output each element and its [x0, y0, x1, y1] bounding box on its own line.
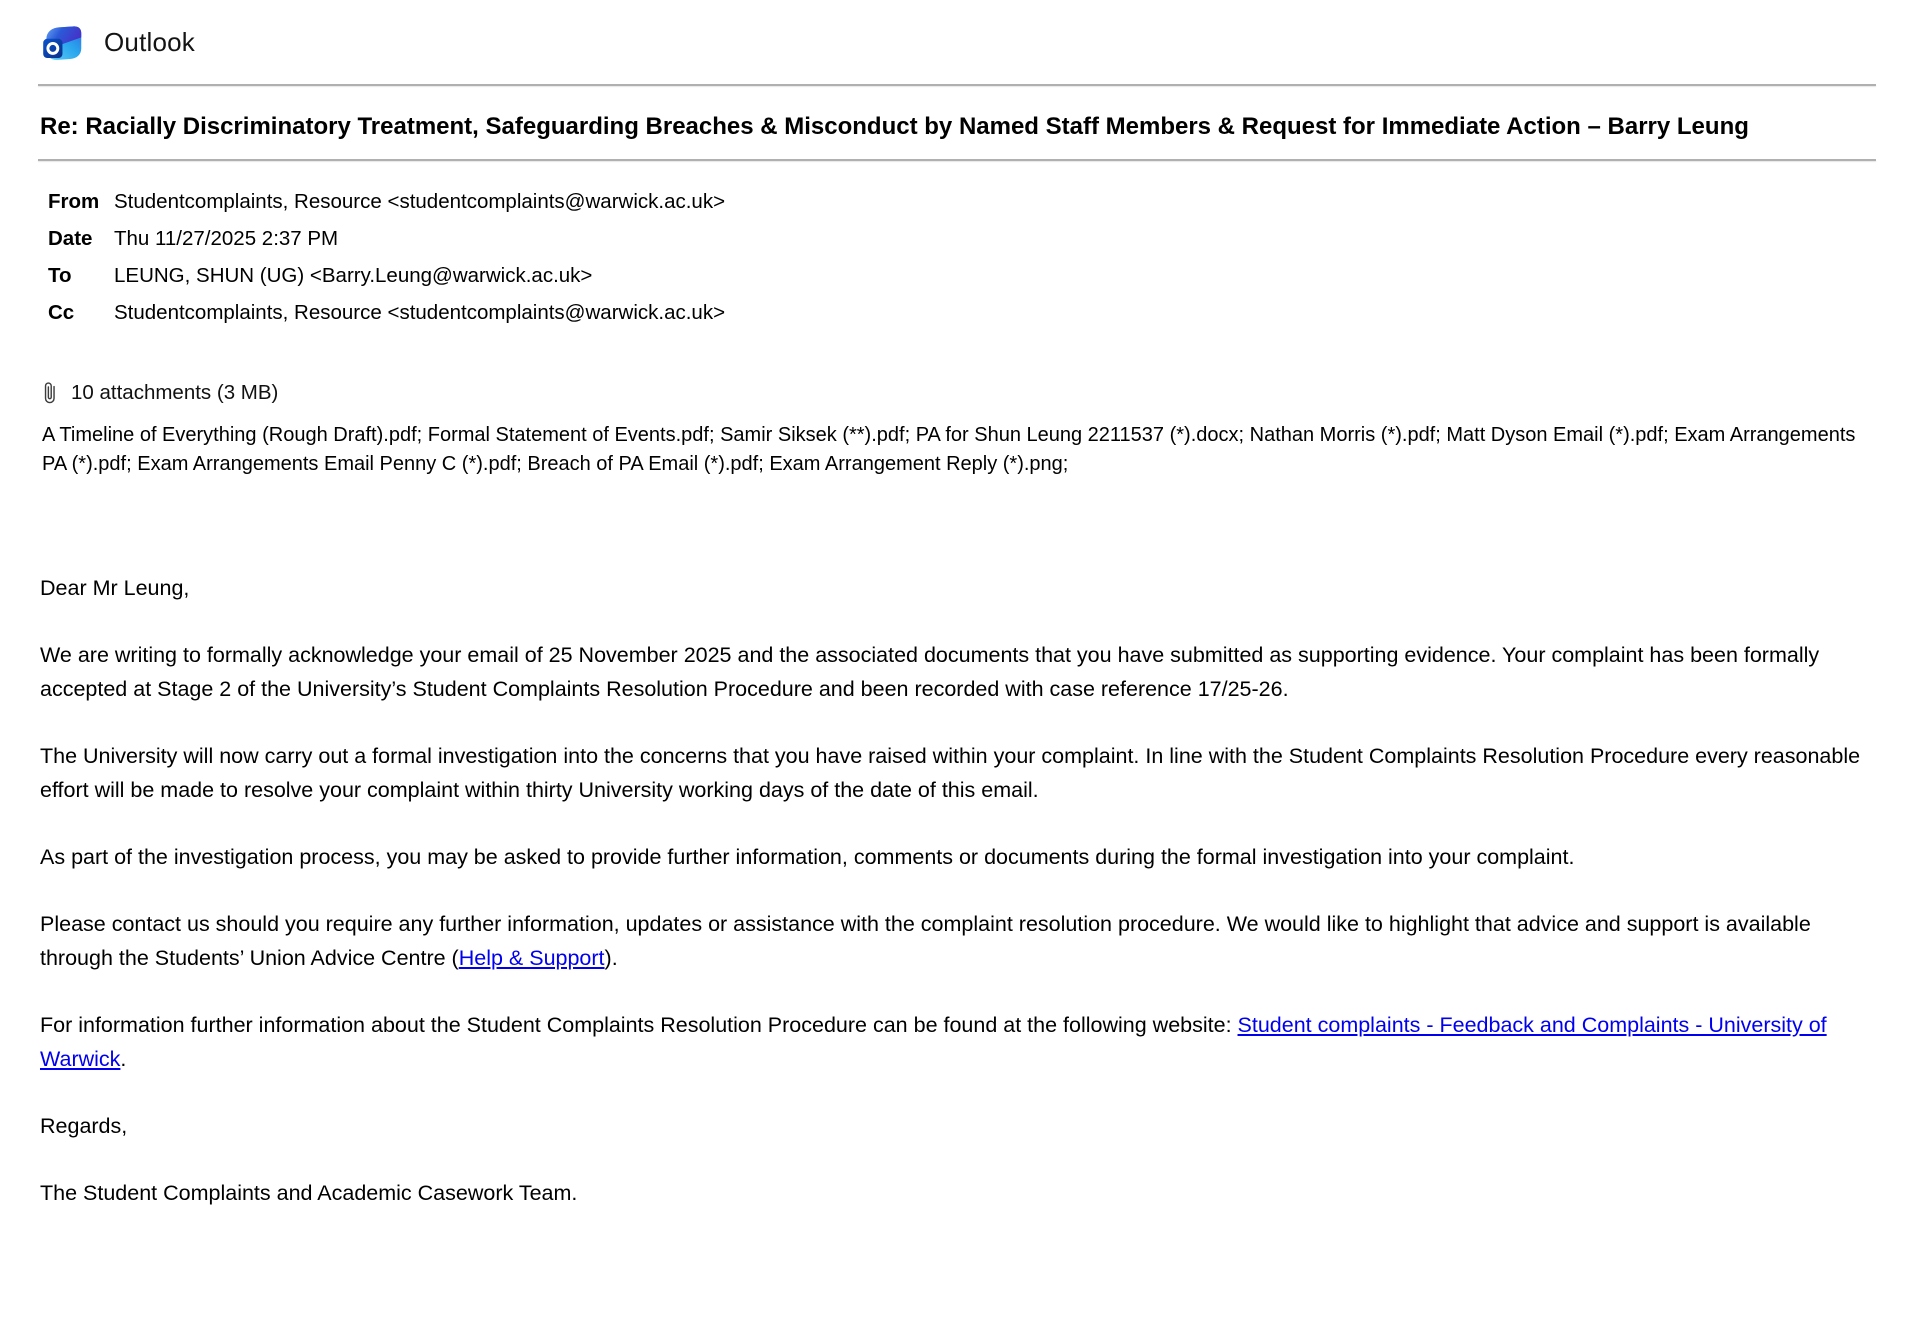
- to-value: LEUNG, SHUN (UG) <Barry.Leung@warwick.ac.uk>: [114, 264, 593, 287]
- paragraph-further-info: As part of the investigation process, you may be asked to provide further information, comments or documents during the formal investigation into your complaint.: [40, 845, 1575, 869]
- date-label: Date: [48, 227, 93, 250]
- meta-row-cc: [48, 294, 1870, 331]
- outlook-logo-icon: [40, 20, 84, 64]
- student-complaints-link[interactable]: Student complaints - Feedback and Complaints - University of Warwick: [40, 1013, 1827, 1071]
- cc-value: Studentcomplaints, Resource <studentcomplaints@warwick.ac.uk>: [114, 301, 726, 324]
- paragraph-investigation: The University will now carry out a formal investigation into the concerns that you have raised within your complaint. In line with the Student Complaints Resolution Procedure every reasonable effort will be made to resolve your complaint within thirty University working days of the date of this email.: [40, 744, 1861, 802]
- from-label: From: [48, 190, 100, 213]
- paragraph-contact: [40, 907, 1870, 975]
- contact-text-pre: Please contact us should you require any further information, updates or assistance with the complaint resolution procedure. We would like to highlight that advice and support is available through the Students’ Union Advice Centre (: [40, 912, 1811, 970]
- greeting: Dear Mr Leung,: [40, 576, 190, 600]
- meta-row-date: [48, 220, 1870, 257]
- regards: Regards,: [40, 1114, 128, 1138]
- app-header: [0, 0, 1926, 84]
- paragraph-acknowledge: We are writing to formally acknowledge your email of 25 November 2025 and the associated documents that you have submitted as supporting evidence. Your complaint has been formally accepted at Stage 2 of the University’s Student Complaints Resolution Procedure and been recorded with case reference 17/25-26.: [40, 643, 1820, 701]
- header-divider: [38, 84, 1876, 86]
- to-label: To: [48, 264, 72, 287]
- website-text-post: .: [120, 1047, 127, 1071]
- website-text-pre: For information further information about the Student Complaints Resolution Procedure can be found at the following website:: [40, 1013, 1238, 1037]
- contact-text-post: ).: [604, 946, 618, 970]
- help-support-link[interactable]: Help & Support: [458, 946, 605, 970]
- meta-row-from: [48, 183, 1870, 220]
- attachments-summary: [42, 379, 1870, 407]
- paragraph-website: [40, 1008, 1870, 1076]
- email-subject: Re: Racially Discriminatory Treatment, Safeguarding Breaches & Misconduct by Named Staff Members & Request for Immediate Action – Barry Leung: [40, 113, 1749, 140]
- meta-row-to: [48, 257, 1870, 294]
- email-body: [40, 571, 1870, 1210]
- attachments-section: [42, 379, 1870, 479]
- date-value: Thu 11/27/2025 2:37 PM: [114, 227, 339, 250]
- cc-label: Cc: [48, 301, 75, 324]
- subject-divider: [38, 159, 1876, 161]
- signature: The Student Complaints and Academic Casework Team.: [40, 1181, 578, 1205]
- attachments-count: 10 attachments (3 MB): [71, 381, 279, 404]
- paperclip-icon: [42, 379, 59, 407]
- from-value: Studentcomplaints, Resource <studentcomplaints@warwick.ac.uk>: [114, 190, 726, 213]
- attachments-list: A Timeline of Everything (Rough Draft).pdf; Formal Statement of Events.pdf; Samir Siksek (**).pdf; PA for Shun Leung 2211537 (*).docx; Nathan Morris (*).pdf; Matt Dyson Email (*).pdf; Exam Arrangements PA (*).pdf; Exam Arrangements Email Penny C (*).pdf; Breach of PA Email (*).pdf; Exam Arrangement Reply (*).png;: [42, 424, 1856, 475]
- email-meta: [48, 183, 1870, 331]
- app-title: Outlook: [104, 26, 196, 57]
